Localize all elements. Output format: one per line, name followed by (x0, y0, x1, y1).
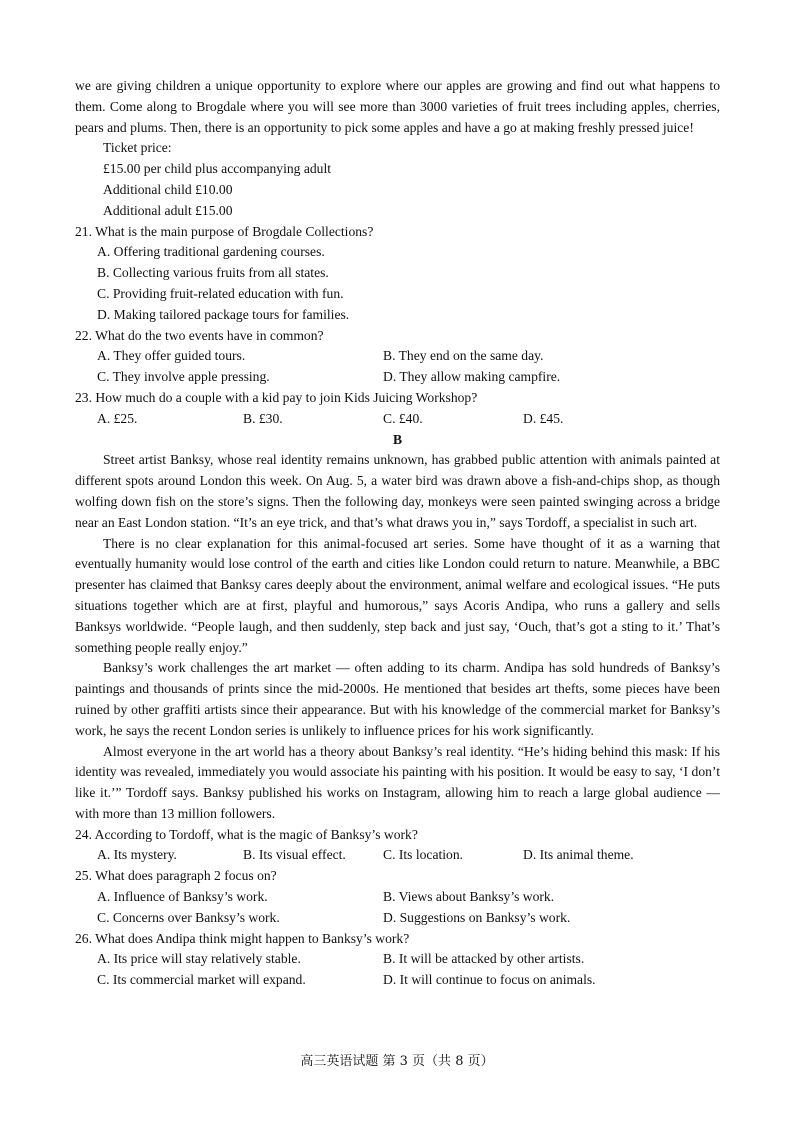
question-25: 25. What does paragraph 2 focus on? (75, 868, 277, 884)
q23-option-b[interactable]: B. £30. (243, 410, 283, 426)
question-26: 26. What does Andipa think might happen to Banksy’s work? (75, 930, 410, 946)
q26-option-c[interactable]: C. Its commercial market will expand. (97, 972, 306, 988)
page-content (75, 76, 720, 991)
q21-option-b[interactable]: B. Collecting various fruits from all states. (97, 265, 329, 281)
passage-b-paragraph-2: There is no clear explanation for this animal-focused art series. Some have thought of it as a warning that eventually humanity would lose control of the earth and cities like London could return to nature. Meanwhile, a BBC presenter has claimed that Banksy cares deeply about the environment, animal welfare and ecological issues. “He puts situations together which are at first, playful and humorous,” says Acoris Andipa, who runs a gallery and sells Banksys worldwide. “People laugh, and then suddenly, step back and just say, ‘Ouch, that’s got a sting to it.’ That’s something people really enjoy.” (75, 535, 720, 655)
page-footer: 高三英语试题 第 3 页（共 8 页） (300, 1054, 494, 1069)
passage-b-paragraph-1: Street artist Banksy, whose real identity remains unknown, has grabbed public attention with animals painted at different spots around London this week. On Aug. 5, a water bird was drawn above a fish-and-chips shop, as though wolfing down fish on the store’s signs. Then the following day, monkeys were seen painted swinging across a bridge near an East London station. “It’s an eye trick, and that’s what draws you in,” says Tordoff, a specialist in such art. (75, 452, 720, 530)
q24-options-row (75, 845, 720, 866)
q22-option-b[interactable]: B. They end on the same day. (383, 348, 544, 364)
q22-option-d[interactable]: D. They allow making campfire. (383, 369, 561, 385)
question-24: 24. According to Tordoff, what is the magic of Banksy’s work? (75, 826, 418, 842)
q24-option-b[interactable]: B. Its visual effect. (243, 847, 346, 863)
q25-option-b[interactable]: B. Views about Banksy’s work. (383, 889, 555, 905)
q23-options-row (75, 409, 720, 430)
q24-option-c[interactable]: C. Its location. (383, 847, 464, 863)
q24-option-d[interactable]: D. Its animal theme. (523, 847, 634, 863)
ticket-line: Additional child £10.00 (103, 181, 233, 197)
ticket-line: Additional adult £15.00 (103, 202, 233, 218)
question-23: 23. How much do a couple with a kid pay to join Kids Juicing Workshop? (75, 389, 478, 405)
q21-option-a[interactable]: A. Offering traditional gardening courses. (97, 244, 325, 260)
q21-option-c[interactable]: C. Providing fruit-related education with fun. (97, 285, 344, 301)
q23-option-c[interactable]: C. £40. (383, 410, 423, 426)
passage-a-intro: we are giving children a unique opportunity to explore where our apples are growing and find out what happens to them. Come along to Brogdale where you will see more than 3000 varieties of fruit trees including apples, cherries, pears and plums. Then, there is an opportunity to pick some apples and have a go at making freshly pressed juice! (75, 78, 720, 135)
section-b-heading: B (392, 431, 403, 447)
q23-option-a[interactable]: A. £25. (97, 410, 138, 426)
q25-option-a[interactable]: A. Influence of Banksy’s work. (97, 889, 268, 905)
q24-option-a[interactable]: A. Its mystery. (97, 847, 177, 863)
passage-b-paragraph-4: Almost everyone in the art world has a theory about Banksy’s real identity. “He’s hiding behind this mask: If his identity was revealed, immediately you would associate his painting with his position. It would be easy to say, ‘I don’t like it.’” Tordoff says. Banksy published his works on Instagram, allowing him to reach a large global audience — with more than 13 million followers. (75, 743, 720, 821)
passage-b-paragraph-3: Banksy’s work challenges the art market — often adding to its charm. Andipa has sold hundreds of Banksy’s paintings and thousands of prints since the mid-2000s. He mentioned that besides art thefts, some pieces have been ruined by other graffiti artists since their appearance. But with his knowledge of the commercial market for Banksy’s work, he says the recent London series is unlikely to influence prices for his work significantly. (75, 660, 720, 738)
question-21: 21. What is the main purpose of Brogdale Collections? (75, 223, 374, 239)
q26-options-row-2 (75, 970, 720, 991)
q22-option-a[interactable]: A. They offer guided tours. (97, 348, 246, 364)
ticket-price-list (75, 138, 720, 221)
q25-option-c[interactable]: C. Concerns over Banksy’s work. (97, 909, 280, 925)
question-22: 22. What do the two events have in common? (75, 327, 324, 343)
ticket-line: £15.00 per child plus accompanying adult (103, 161, 332, 177)
q22-options-row-2 (75, 367, 720, 388)
q22-options-row-1 (75, 346, 720, 367)
q26-option-b[interactable]: B. It will be attacked by other artists. (383, 951, 585, 967)
q26-option-a[interactable]: A. Its price will stay relatively stable. (97, 951, 301, 967)
q25-options-row-2 (75, 908, 720, 929)
q25-options-row-1 (75, 887, 720, 908)
q22-option-c[interactable]: C. They involve apple pressing. (97, 369, 270, 385)
q21-option-d[interactable]: D. Making tailored package tours for families. (97, 306, 350, 322)
q26-option-d[interactable]: D. It will continue to focus on animals. (383, 972, 596, 988)
ticket-heading: Ticket price: (103, 140, 172, 156)
q25-option-d[interactable]: D. Suggestions on Banksy’s work. (383, 909, 571, 925)
q23-option-d[interactable]: D. £45. (523, 410, 564, 426)
q26-options-row-1 (75, 949, 720, 970)
